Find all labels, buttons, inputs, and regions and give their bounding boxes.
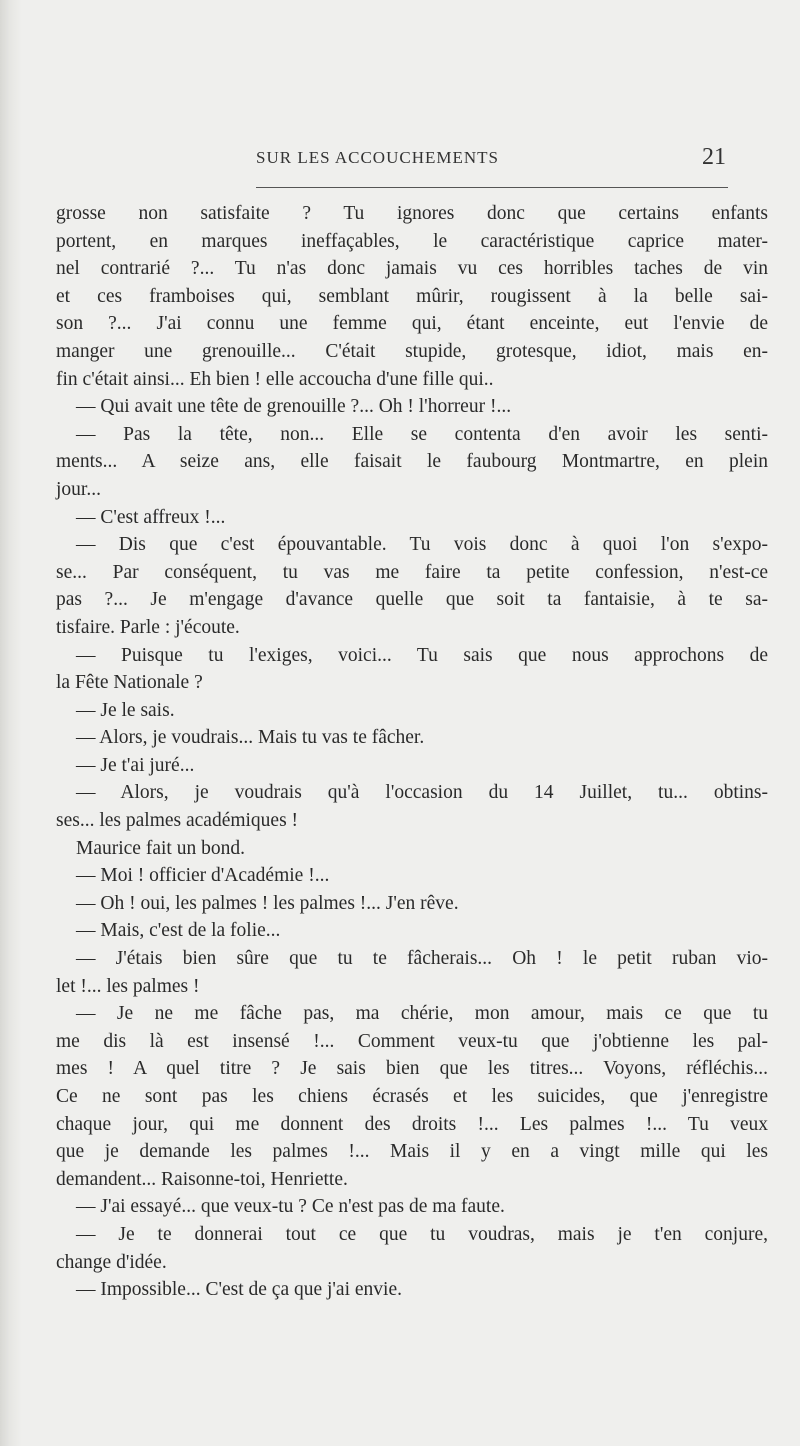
text-line: jour... <box>56 478 101 500</box>
text-line: son ?... J'ai connu une femme qui, étant enceinte, eut l'envie de <box>56 313 768 335</box>
text-line: demandent... Raisonne-toi, Henriette. <box>56 1168 348 1190</box>
text-line: — Impossible... C'est de ça que j'ai envie. <box>76 1279 402 1301</box>
text-line: — Je le sais. <box>76 699 175 721</box>
text-line: — Alors, je voudrais qu'à l'occasion du 14 Juillet, tu... obtins- <box>76 782 768 804</box>
text-line: chaque jour, qui me donnent des droits !... Les palmes !... Tu veux <box>56 1113 768 1135</box>
text-line: portent, en marques ineffaçables, le caractéristique caprice mater- <box>56 230 768 252</box>
book-page <box>56 0 768 1446</box>
running-head: SUR LES ACCOUCHEMENTS <box>256 148 499 167</box>
page-binding-edge <box>0 0 22 1446</box>
text-line: manger une grenouille... C'était stupide, grotesque, idiot, mais en- <box>56 340 768 362</box>
text-line: ments... A seize ans, elle faisait le faubourg Montmartre, en plein <box>56 451 768 473</box>
text-line: nel contrarié ?... Tu n'as donc jamais vu ces horribles taches de vin <box>56 258 768 280</box>
text-line: grosse non satisfaite ? Tu ignores donc que certains enfants <box>56 203 768 224</box>
text-line: — J'ai essayé... que veux-tu ? Ce n'est pas de ma faute. <box>76 1196 505 1218</box>
text-line: — J'étais bien sûre que tu te fâcherais... Oh ! le petit ruban vio- <box>76 948 768 970</box>
text-line: que je demande les palmes !... Mais il y en a vingt mille qui les <box>56 1141 768 1163</box>
text-line: — Mais, c'est de la folie... <box>76 920 281 942</box>
text-line: ses... les palmes académiques ! <box>56 810 299 832</box>
text-line: — Qui avait une tête de grenouille ?... Oh ! l'horreur !... <box>76 396 512 418</box>
text-line: — Alors, je voudrais... Mais tu vas te fâcher. <box>76 727 425 749</box>
text-line: mes ! A quel titre ? Je sais bien que les titres... Voyons, réfléchis... <box>56 1058 768 1080</box>
page-number: 21 <box>702 144 726 170</box>
text-line: pas ?... Je m'engage d'avance quelle que soit ta fantaisie, à te sa- <box>56 589 768 611</box>
text-line: et ces framboises qui, semblant mûrir, rougissent à la belle sai- <box>56 285 768 307</box>
text-line: — Moi ! officier d'Académie !... <box>76 865 330 887</box>
text-line: — C'est affreux !... <box>76 506 226 528</box>
text-line: — Dis que c'est épouvantable. Tu vois donc à quoi l'on s'expo- <box>76 534 768 556</box>
body-text <box>56 200 768 1304</box>
text-line: — Je t'ai juré... <box>76 754 195 776</box>
text-line: se... Par conséquent, tu vas me faire ta petite confession, n'est-ce <box>56 561 768 583</box>
text-line: tisfaire. Parle : j'écoute. <box>56 616 240 638</box>
text-line: — Puisque tu l'exiges, voici... Tu sais que nous approchons de <box>76 644 768 666</box>
text-line: la Fête Nationale ? <box>56 672 203 694</box>
header-rule <box>256 187 728 188</box>
text-line: fin c'était ainsi... Eh bien ! elle accoucha d'une fille qui.. <box>56 368 494 390</box>
text-line: let !... les palmes ! <box>56 975 200 997</box>
text-line: me dis là est insensé !... Comment veux-tu que j'obtienne les pal- <box>56 1030 768 1052</box>
text-line: Maurice fait un bond. <box>76 837 245 859</box>
text-line: — Pas la tête, non... Elle se contenta d'en avoir les senti- <box>76 423 768 445</box>
text-line: Ce ne sont pas les chiens écrasés et les suicides, que j'enregistre <box>56 1086 768 1107</box>
page-header <box>256 144 726 178</box>
text-line: — Je te donnerai tout ce que tu voudras, mais je t'en conjure, <box>76 1223 768 1245</box>
text-line: — Oh ! oui, les palmes ! les palmes !... J'en rêve. <box>76 892 459 914</box>
text-line: change d'idée. <box>56 1251 167 1273</box>
text-line: — Je ne me fâche pas, ma chérie, mon amour, mais ce que tu <box>76 1003 768 1025</box>
